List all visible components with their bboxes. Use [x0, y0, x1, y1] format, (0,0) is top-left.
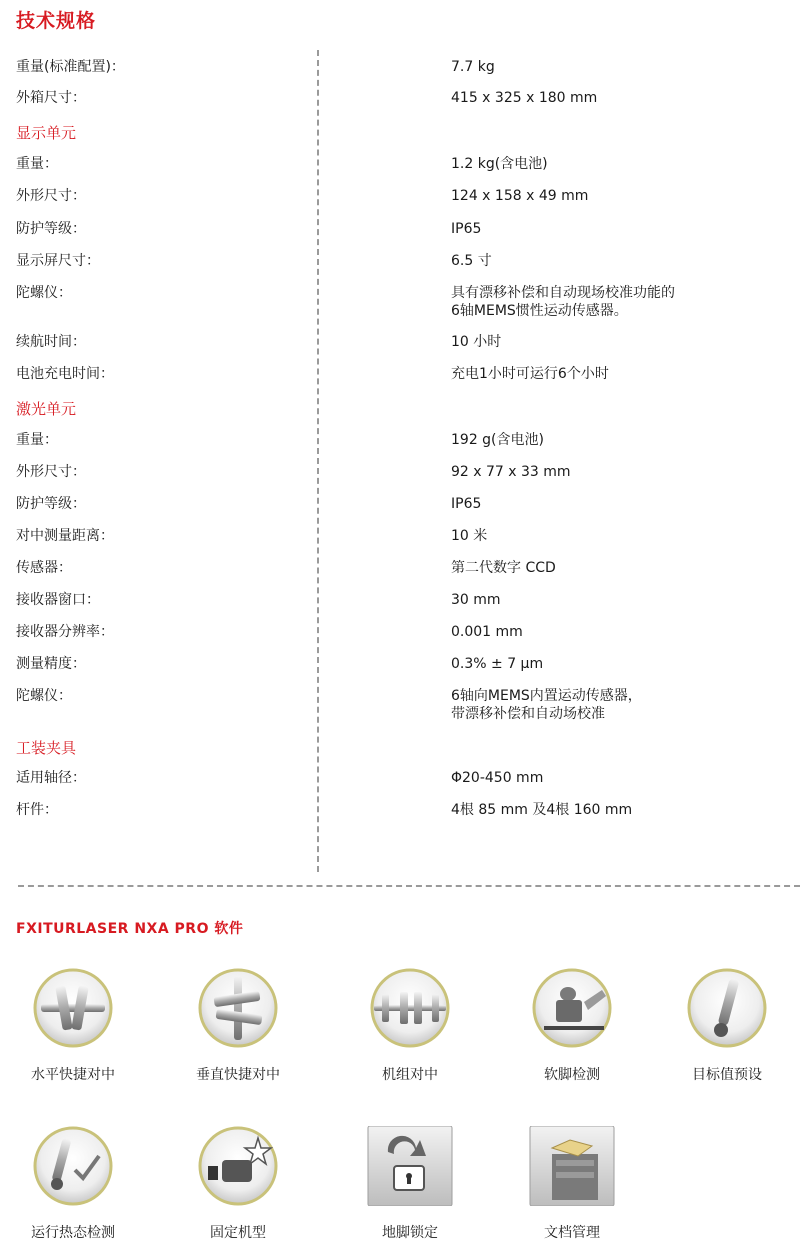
- spec-row: [0, 58, 800, 82]
- spec-row: [0, 463, 800, 487]
- vertical-alignment-icon: [188, 968, 288, 1048]
- spec-value: 0.001 mm: [451, 624, 523, 640]
- spec-value: 1.2 kg(含电池): [451, 156, 548, 172]
- app-label: 文档管理: [544, 1225, 600, 1241]
- spec-value: 124 x 158 x 49 mm: [451, 188, 589, 204]
- spec-row: [0, 801, 800, 825]
- spec-key: 外形尺寸：: [16, 188, 86, 204]
- feet-lock-icon: [360, 1126, 460, 1206]
- app-fixed-machine[interactable]: [163, 1126, 313, 1242]
- spec-row: [0, 527, 800, 551]
- spec-value: Φ20-450 mm: [451, 770, 544, 786]
- spec-value: 10 小时: [451, 334, 502, 350]
- horizontal-alignment-icon: [23, 968, 123, 1048]
- spec-value: 192 g(含电池): [451, 432, 544, 448]
- spec-key: 重量：: [16, 156, 58, 172]
- spec-key: 电池充电时间：: [16, 366, 114, 382]
- app-label: 运行热态检测: [31, 1225, 115, 1241]
- app-vertical-alignment[interactable]: [163, 968, 313, 1084]
- section-divider: [18, 885, 800, 887]
- spec-row: [0, 495, 800, 519]
- spec-value: 415 x 325 x 180 mm: [451, 90, 598, 106]
- spec-row: [0, 284, 800, 324]
- spec-row: [0, 769, 800, 793]
- spec-key: 测量精度：: [16, 656, 86, 672]
- spec-value: 7.7 kg: [451, 59, 495, 75]
- app-thermal-check[interactable]: [0, 1126, 148, 1242]
- document-management-icon: [522, 1126, 622, 1206]
- spec-row: [0, 155, 800, 179]
- app-label: 地脚锁定: [382, 1225, 438, 1241]
- spec-value: IP65: [451, 496, 482, 512]
- spec-row: [0, 187, 800, 211]
- spec-key: 重量(标准配置)：: [16, 59, 125, 75]
- app-target-values[interactable]: [652, 968, 800, 1084]
- spec-value: 10 米: [451, 528, 488, 544]
- thermal-check-icon: [23, 1126, 123, 1206]
- spec-row: [0, 655, 800, 679]
- spec-value-line2: 带漂移补偿和自动场校准: [451, 706, 605, 722]
- spec-row: [0, 333, 800, 357]
- app-soft-foot[interactable]: [497, 968, 647, 1084]
- machine-train-icon: [360, 968, 460, 1048]
- app-label: 目标值预设: [692, 1067, 762, 1083]
- app-document-management[interactable]: [497, 1126, 647, 1242]
- spec-value: 92 x 77 x 33 mm: [451, 464, 571, 480]
- app-label: 软脚检测: [544, 1067, 600, 1083]
- soft-foot-icon: [522, 968, 622, 1048]
- spec-value: 第二代数字 CCD: [451, 560, 556, 576]
- spec-key: 陀螺仪：: [16, 285, 72, 301]
- spec-key: 适用轴径：: [16, 770, 86, 786]
- spec-key: 显示屏尺寸：: [16, 253, 100, 269]
- app-label: 垂直快捷对中: [196, 1067, 280, 1083]
- page-title: 技术规格: [16, 10, 97, 32]
- section-heading-fixture: 工装夹具: [16, 739, 77, 757]
- spec-value: 6.5 寸: [451, 253, 492, 269]
- spec-value: 4根 85 mm 及4根 160 mm: [451, 802, 633, 818]
- spec-key: 续航时间：: [16, 334, 86, 350]
- spec-key: 防护等级：: [16, 496, 86, 512]
- spec-row: [0, 89, 800, 113]
- spec-key: 接收器分辨率：: [16, 624, 114, 640]
- spec-key: 对中测量距离：: [16, 528, 114, 544]
- spec-value: 充电1小时可运行6个小时: [451, 366, 609, 382]
- section-heading-laser-unit: 激光单元: [16, 400, 77, 418]
- app-label: 固定机型: [210, 1225, 266, 1241]
- app-horizontal-alignment[interactable]: [0, 968, 148, 1084]
- spec-row: [0, 687, 800, 727]
- spec-value: 30 mm: [451, 592, 501, 608]
- spec-row: [0, 365, 800, 389]
- target-values-icon: [677, 968, 777, 1048]
- software-heading: FXITURLASER NXA PRO 软件: [16, 921, 244, 937]
- spec-key: 外形尺寸：: [16, 464, 86, 480]
- app-machine-train[interactable]: [335, 968, 485, 1084]
- spec-row: [0, 252, 800, 276]
- spec-row: [0, 220, 800, 244]
- spec-value: 6轴向MEMS内置运动传感器，: [451, 688, 642, 704]
- spec-key: 防护等级：: [16, 221, 86, 237]
- spec-value: 具有漂移补偿和自动现场校准功能的: [451, 285, 675, 301]
- section-heading-display-unit: 显示单元: [16, 124, 77, 142]
- spec-key: 外箱尺寸：: [16, 90, 86, 106]
- spec-row: [0, 559, 800, 583]
- spec-value: 0.3% ± 7 μm: [451, 656, 544, 672]
- spec-row: [0, 591, 800, 615]
- app-label: 机组对中: [382, 1067, 438, 1083]
- spec-key: 接收器窗口：: [16, 592, 100, 608]
- fixed-machine-icon: [188, 1126, 288, 1206]
- app-feet-lock[interactable]: [335, 1126, 485, 1242]
- app-label: 水平快捷对中: [31, 1067, 115, 1083]
- spec-key: 重量：: [16, 432, 58, 448]
- spec-key: 陀螺仪：: [16, 688, 72, 704]
- spec-key: 杆件：: [16, 802, 58, 818]
- spec-value: IP65: [451, 221, 482, 237]
- spec-row: [0, 623, 800, 647]
- spec-value-line2: 6轴MEMS惯性运动传感器。: [451, 303, 628, 319]
- spec-row: [0, 431, 800, 455]
- spec-key: 传感器：: [16, 560, 72, 576]
